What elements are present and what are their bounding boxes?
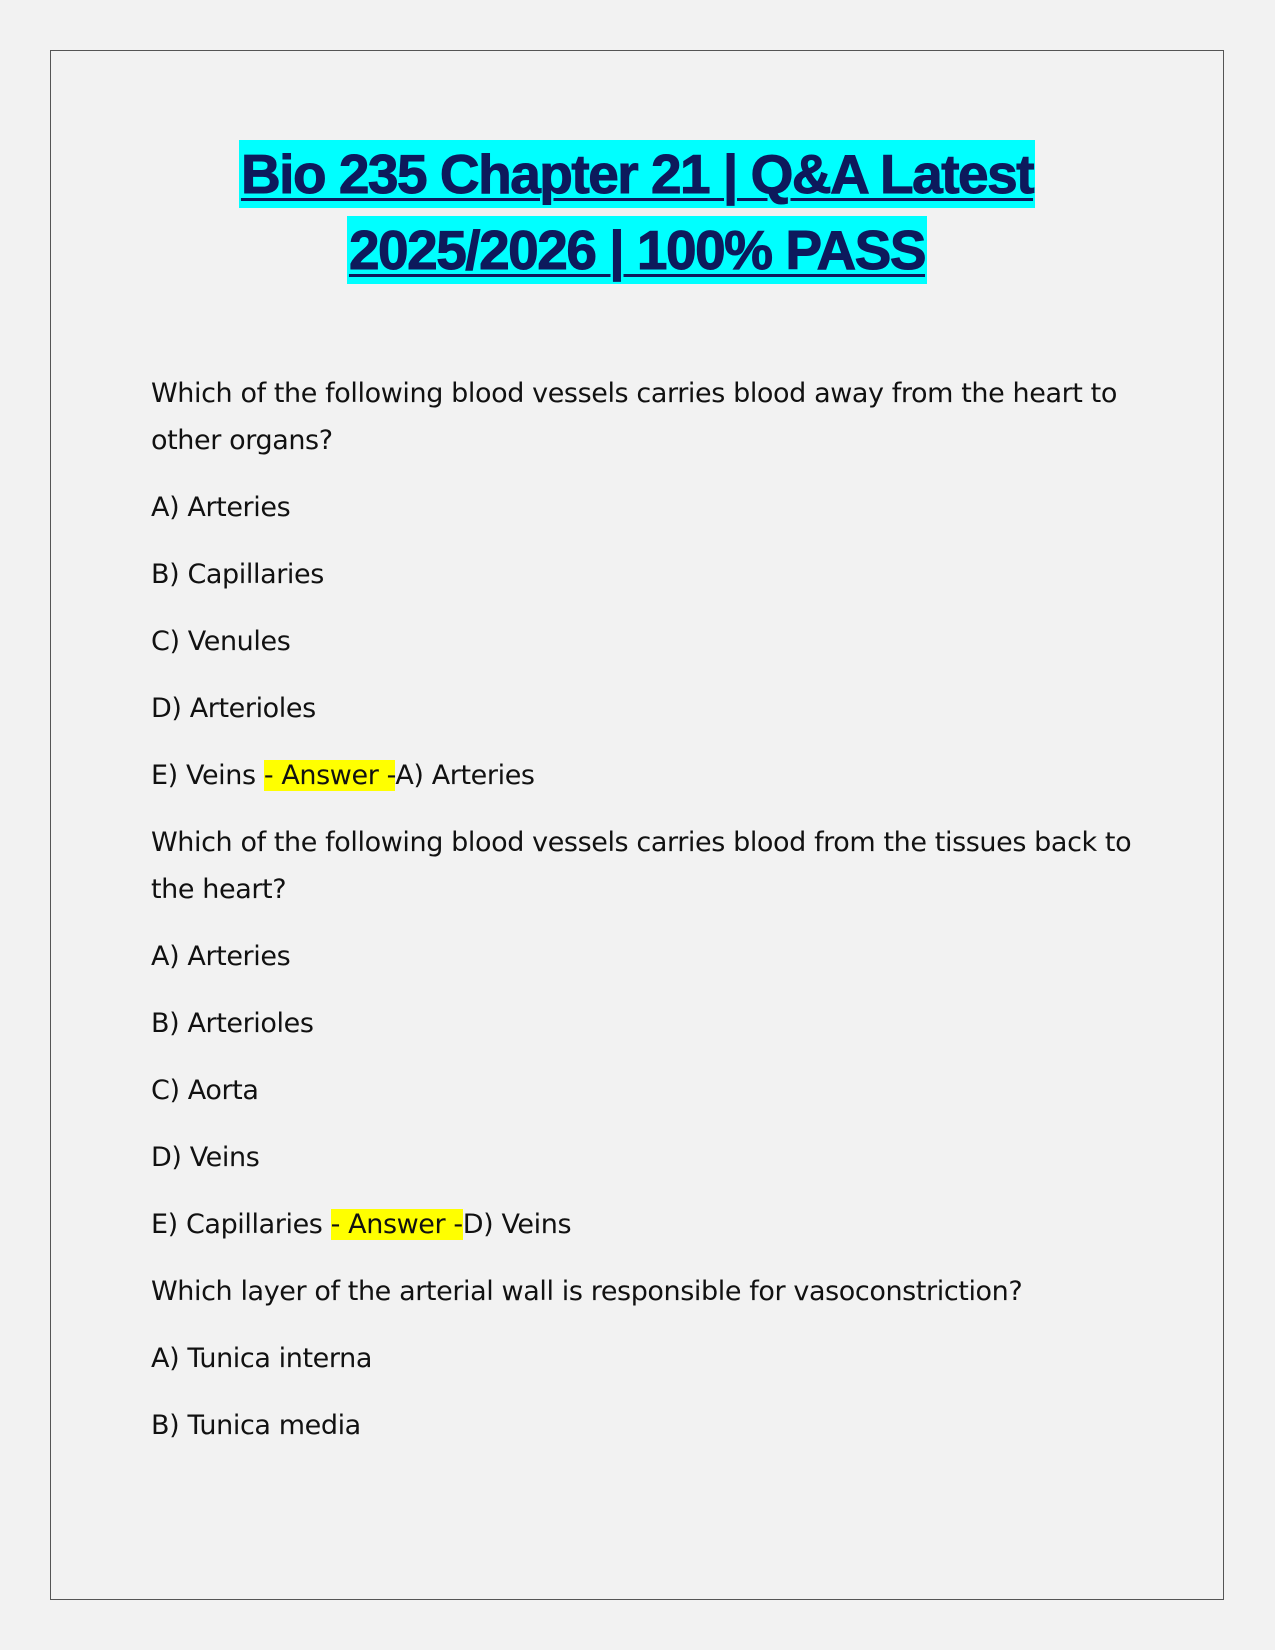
question-2-text: Which of the following blood vessels carries blood from the tissues back to the heart?	[151, 827, 1132, 905]
question-3-option-a: A) Tunica interna	[151, 1343, 372, 1374]
question-3-option-b: B) Tunica media	[151, 1410, 361, 1441]
document-title	[50, 140, 1224, 292]
question-1-answer: A) Arteries	[395, 760, 535, 791]
question-2-option-b: B) Arterioles	[151, 1008, 314, 1039]
question-1-answer-marker: - Answer -	[263, 760, 396, 791]
question-1-option-a: A) Arteries	[151, 492, 291, 523]
question-2-option-e: E) Capillaries	[151, 1209, 331, 1240]
question-2-option-c: C) Aorta	[151, 1075, 259, 1106]
question-2-option-d: D) Veins	[151, 1142, 260, 1173]
title-line-1: Bio 235 Chapter 21 | Q&A Latest	[239, 140, 1035, 208]
question-1-text: Which of the following blood vessels carries blood away from the heart to other organs?	[151, 378, 1117, 456]
title-line-2: 2025/2026 | 100% PASS	[347, 216, 927, 284]
question-1-option-e: E) Veins	[151, 760, 264, 791]
question-2-answer: D) Veins	[462, 1209, 572, 1240]
question-list	[151, 370, 1141, 1469]
question-2-option-a: A) Arteries	[151, 941, 291, 972]
question-1-option-d: D) Arterioles	[151, 693, 316, 724]
question-1-option-b: B) Capillaries	[151, 559, 324, 590]
question-2-answer-marker: - Answer -	[330, 1209, 463, 1240]
question-1-option-e-with-answer	[151, 752, 1141, 799]
question-2-option-e-with-answer	[151, 1201, 1141, 1248]
question-1-option-c: C) Venules	[151, 626, 291, 657]
question-3-text: Which layer of the arterial wall is responsible for vasoconstriction?	[151, 1276, 1023, 1307]
